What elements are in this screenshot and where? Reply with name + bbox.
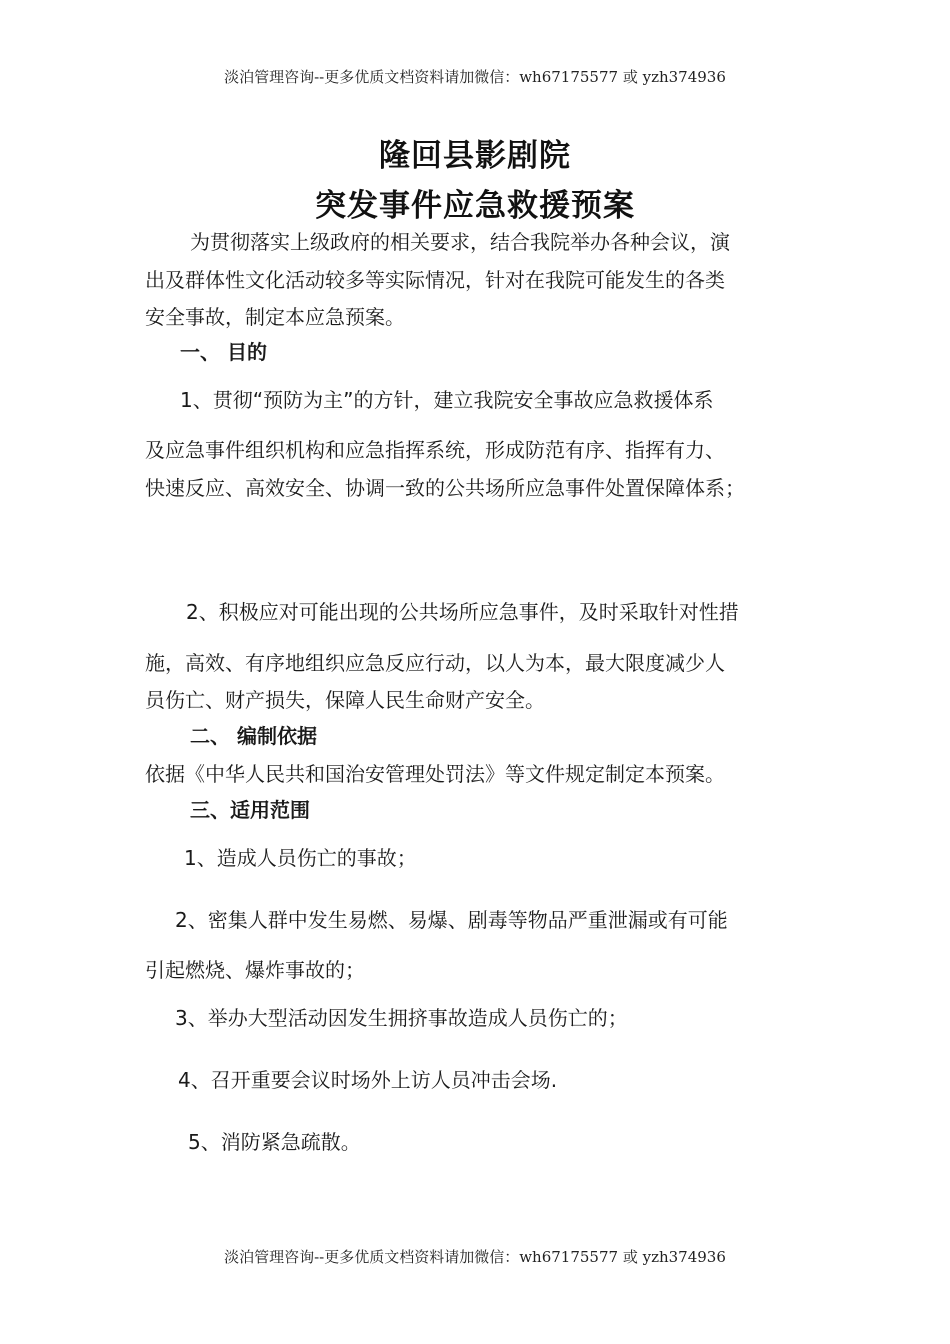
purpose-item2-line-2: 施，高效、有序地组织应急反应行动，以人为本，最大限度减少人 — [145, 651, 725, 675]
scope-item-2-line-2: 引起燃烧、爆炸事故的； — [145, 958, 365, 982]
page-header-note: 淡泊管理咨询--更多优质文档资料请加微信：wh67175577 或 yzh374936 — [224, 68, 726, 86]
purpose-item1-line-1: 1、贯彻“预防为主”的方针，建立我院安全事故应急救援体系 — [180, 388, 714, 412]
scope-item-3: 3、举办大型活动因发生拥挤事故造成人员伤亡的； — [175, 1006, 628, 1030]
intro-line-2: 出及群体性文化活动较多等实际情况，针对在我院可能发生的各类 — [145, 268, 725, 292]
purpose-item1-line-3: 快速反应、高效安全、协调一致的公共场所应急事件处置保障体系； — [145, 476, 745, 500]
section-heading-purpose: 一、 目的 — [180, 340, 267, 364]
intro-line-3: 安全事故，制定本应急预案。 — [145, 305, 405, 329]
purpose-item2-line-3: 员伤亡、财产损失，保障人民生命财产安全。 — [145, 688, 545, 712]
document-subtitle: 突发事件应急救援预案 — [315, 188, 635, 224]
purpose-item1-line-2: 及应急事件组织机构和应急指挥系统，形成防范有序、指挥有力、 — [145, 438, 725, 462]
page-footer-note: 淡泊管理咨询--更多优质文档资料请加微信：wh67175577 或 yzh374936 — [224, 1248, 726, 1266]
intro-line-1: 为贯彻落实上级政府的相关要求，结合我院举办各种会议，演 — [190, 230, 730, 254]
section-heading-scope: 三、适用范围 — [190, 798, 310, 822]
document-title: 隆回县影剧院 — [379, 138, 571, 174]
scope-item-5: 5、消防紧急疏散。 — [188, 1130, 361, 1154]
purpose-item2-line-1: 2、积极应对可能出现的公共场所应急事件，及时采取针对性措 — [186, 600, 739, 624]
scope-item-1: 1、造成人员伤亡的事故； — [184, 846, 417, 870]
basis-text: 依据《中华人民共和国治安管理处罚法》等文件规定制定本预案。 — [145, 762, 725, 786]
scope-item-2-line-1: 2、密集人群中发生易燃、易爆、剧毒等物品严重泄漏或有可能 — [175, 908, 728, 932]
section-heading-basis: 二、 编制依据 — [190, 724, 317, 748]
scope-item-4: 4、召开重要会议时场外上访人员冲击会场. — [178, 1068, 558, 1092]
